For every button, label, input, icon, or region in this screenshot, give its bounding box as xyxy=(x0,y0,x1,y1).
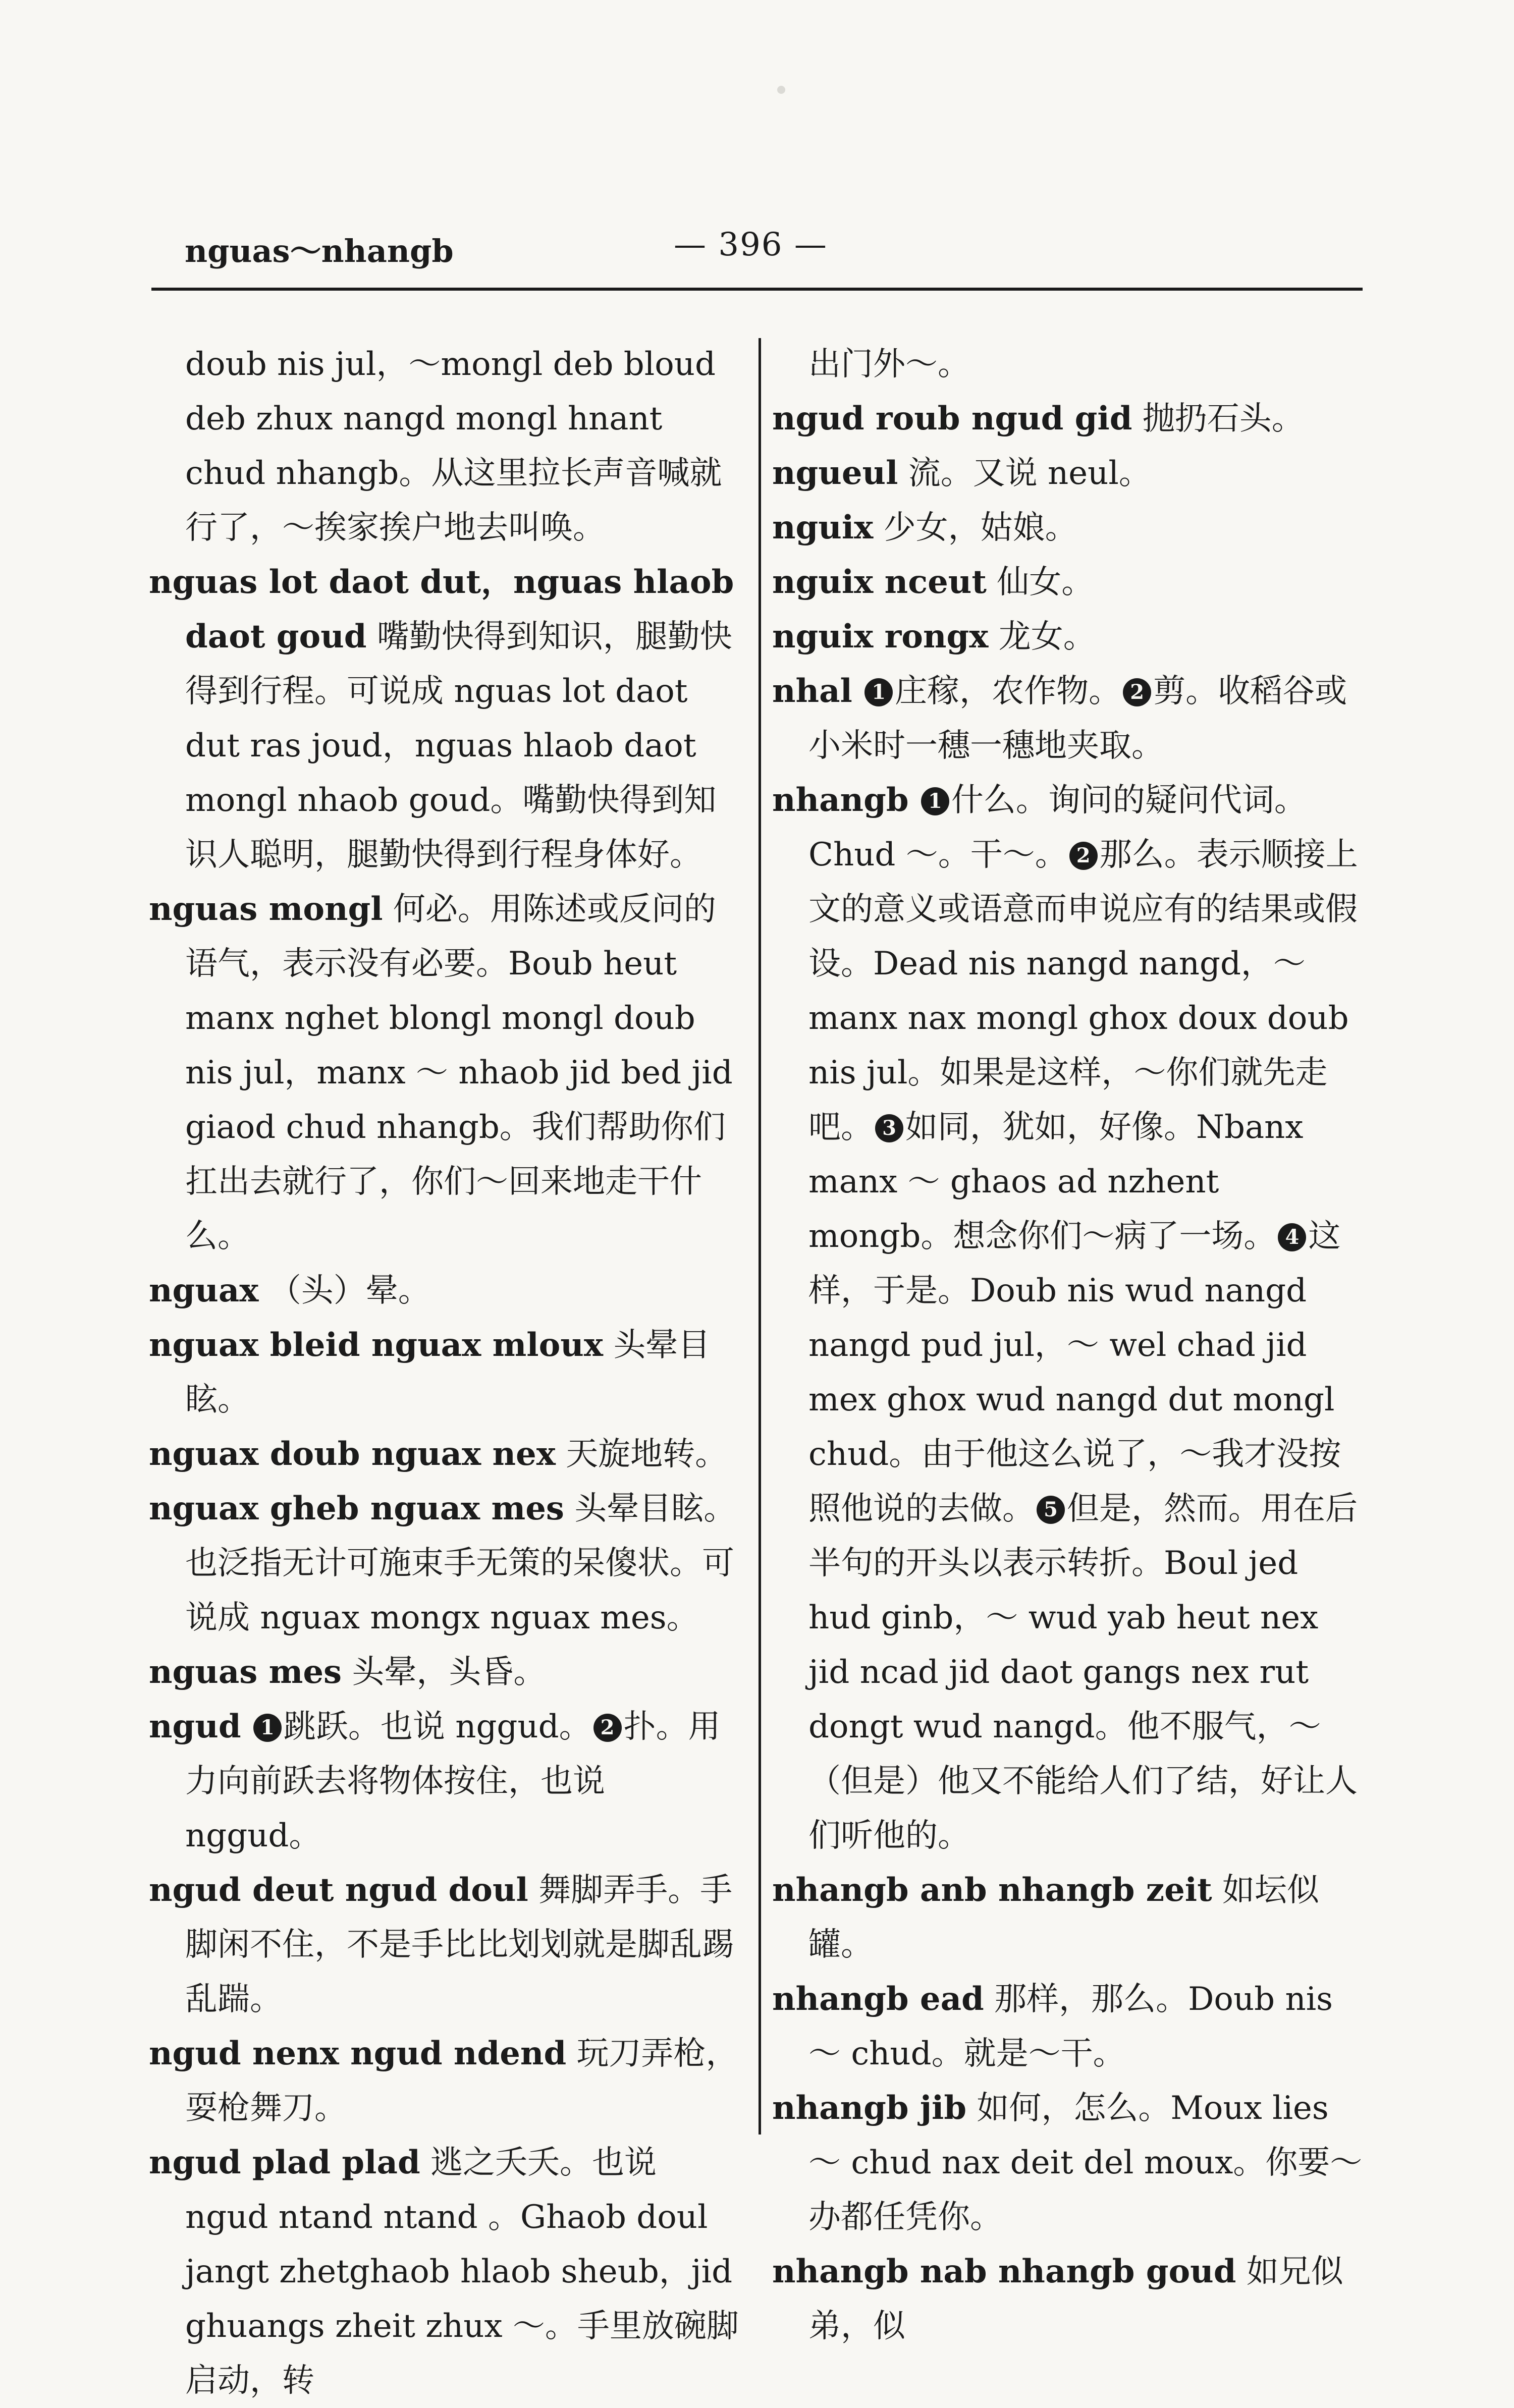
sense-number-icon: 1 xyxy=(253,1714,282,1742)
sense-definition: 跳跃。也说 nggud。 xyxy=(283,1708,591,1745)
entry-definition: 舞脚弄手。手脚闲不住，不是手比比划划就是脚乱踢乱踹。 xyxy=(185,1872,734,2018)
sense-definition: 这样，于是。Doub nis wud nangd nangd pud jul，～ wel chad jid mex ghox wud nangd dut mongl chud。由于他这么说了，～我才没按照他说的去做。 xyxy=(808,1218,1341,1527)
left-column xyxy=(149,337,742,2408)
dictionary-entry xyxy=(149,1863,742,2027)
entry-headword: ngud nenx ngud ndend xyxy=(149,2035,567,2072)
sense-definition: 什么。询问的疑问代词。Chud ～。干～。 xyxy=(808,782,1307,873)
dictionary-entry xyxy=(772,392,1363,446)
sense-definition: 剪。收稻谷或小米时一穗一穗地夹取。 xyxy=(808,673,1347,764)
dictionary-entry xyxy=(772,1863,1363,1972)
sense-number-icon: 4 xyxy=(1278,1223,1306,1251)
entry-definition: 出门外～。 xyxy=(808,346,970,383)
header-rule xyxy=(151,288,1363,291)
dictionary-entry xyxy=(772,2081,1363,2245)
sense-number-icon: 2 xyxy=(593,1714,622,1742)
dictionary-entry xyxy=(149,2027,742,2136)
entry-definition: 天旋地转。 xyxy=(566,1436,728,1473)
dictionary-entry xyxy=(772,446,1363,501)
sense-number-icon: 1 xyxy=(864,678,893,706)
right-column xyxy=(772,337,1363,2354)
entry-definition: 头晕目眩。也泛指无计可施束手无策的呆傻状。可说成 nguax mongx nguax mes。 xyxy=(185,1490,736,1636)
entry-headword: nhal xyxy=(772,672,852,710)
entry-definition: 头晕，头昏。 xyxy=(352,1654,546,1691)
dictionary-entry xyxy=(149,1318,742,1427)
entry-definition: 仙女。 xyxy=(997,564,1094,601)
guide-words: nguas～nhangb xyxy=(185,233,454,269)
dictionary-entry xyxy=(149,1482,742,1645)
dictionary-entry xyxy=(149,1427,742,1482)
entry-definition: 那样，那么。Doub nis ～ chud。就是～干。 xyxy=(808,1981,1333,2072)
entry-headword: nguas mongl xyxy=(149,890,383,928)
sense-definition: 如同，犹如，好像。Nbanx manx ～ ghaos ad nzhent mongb。想念你们～病了一场。 xyxy=(808,1109,1304,1255)
dictionary-entry xyxy=(149,337,742,555)
page-number: — 396 — xyxy=(674,226,828,263)
dictionary-entry xyxy=(149,2136,742,2408)
entry-definition: 如何，怎么。Moux lies ～ chud nax deit del moux。你要～办都任凭你。 xyxy=(808,2090,1363,2236)
entry-definition: 如兄似弟，似 xyxy=(808,2253,1343,2345)
dictionary-entry xyxy=(772,664,1363,773)
entry-headword: nguax xyxy=(149,1272,259,1309)
dictionary-entry xyxy=(149,882,742,1264)
column-divider xyxy=(759,338,761,2135)
dictionary-entry xyxy=(772,1972,1363,2081)
sense-number-icon: 3 xyxy=(875,1114,903,1142)
entry-definition: 流。又说 neul。 xyxy=(908,455,1151,492)
entry-headword: ngud xyxy=(149,1708,241,1745)
entry-definition: 逃之夭夭。也说 ngud ntand ntand 。Ghaob doul jangt zhetghaob hlaob sheub，jid ghuangs zheit zhux ～。手里放碗脚启动，转 xyxy=(185,2144,739,2399)
entry-headword: nhangb nab nhangb goud xyxy=(772,2253,1236,2290)
sense-definition: 庄稼，农作物。 xyxy=(895,673,1121,710)
dictionary-entry xyxy=(772,2245,1363,2354)
sense-number-icon: 5 xyxy=(1037,1496,1065,1524)
entry-definition: 少女，姑娘。 xyxy=(883,509,1077,546)
entry-definition: 抛扔石头。 xyxy=(1142,400,1304,437)
entry-headword: nhangb xyxy=(772,781,909,819)
entry-headword: nguax bleid nguax mloux xyxy=(149,1326,603,1364)
entry-headword: nguax doub nguax nex xyxy=(149,1435,556,1473)
entry-definition: 嘴勤快得到知识，腿勤快得到行程。可说成 nguas lot daot dut ras joud，nguas hlaob daot mongl nhaob goud。嘴勤快得到知识人聪明，腿勤快得到行程身体好。 xyxy=(185,618,732,873)
page-stain xyxy=(777,86,785,94)
sense-definition: 那么。表示顺接上文的意义或语意而申说应有的结果或假设。Dead nis nangd nangd，～manx nax mongl ghox doux doub nis jul。如果是这样，～你们就先走吧。 xyxy=(808,836,1358,1146)
entry-definition: doub nis jul，～mongl deb bloud deb zhux nangd mongl hnant chud nhangb。从这里拉长声音喊就行了，～挨家挨户地去叫唤。 xyxy=(185,346,722,546)
dictionary-entry xyxy=(772,773,1363,1863)
entry-definition: （头）晕。 xyxy=(268,1272,430,1309)
sense-definition: 扑。用力向前跃去将物体按住，也说 nggud。 xyxy=(185,1708,721,1854)
entry-definition: 如坛似罐。 xyxy=(808,1872,1319,1963)
entry-definition: 头晕目眩。 xyxy=(185,1327,711,1418)
entry-headword: nguas mes xyxy=(149,1653,342,1691)
dictionary-entry xyxy=(149,1264,742,1318)
sense-number-icon: 1 xyxy=(921,787,949,815)
dictionary-entry xyxy=(772,610,1363,664)
entry-headword: ngud roub ngud gid xyxy=(772,400,1132,437)
entry-headword: nhangb ead xyxy=(772,1980,984,2018)
entry-headword: ngueul xyxy=(772,454,898,492)
entry-headword: nguix rongx xyxy=(772,618,989,655)
entry-headword: nguas lot daot dut，nguas hlaob daot goud xyxy=(149,563,734,655)
sense-number-icon: 2 xyxy=(1123,678,1151,706)
dictionary-entry xyxy=(772,555,1363,610)
sense-number-icon: 2 xyxy=(1069,842,1098,870)
entry-definition: 龙女。 xyxy=(998,618,1096,655)
entry-headword: nguax gheb nguax mes xyxy=(149,1490,564,1527)
entry-headword: nguix nceut xyxy=(772,563,987,601)
dictionary-entry xyxy=(149,1645,742,1700)
page-header xyxy=(151,226,1363,287)
entry-headword: nhangb jib xyxy=(772,2089,967,2127)
entry-headword: nhangb anb nhangb zeit xyxy=(772,1871,1212,1909)
entry-definition: 何必。用陈述或反问的语气，表示没有必要。Boub heut manx nghet blongl mongl doub nis jul，manx ～ nhaob jid bed jid giaod chud nhangb。我们帮助你们扛出去就行了，你们～回来地走干什么。 xyxy=(185,891,733,1255)
entry-headword: ngud plad plad xyxy=(149,2144,420,2181)
sense-definition: 但是，然而。用在后半句的开头以表示转折。Boul jed hud ginb，～ wud yab heut nex jid ncad jid daot gangs nex rut dongt wud nangd。他不服气，～（但是）他又不能给人们了结，好让人们听他的。 xyxy=(808,1490,1358,1854)
dictionary-entry xyxy=(772,501,1363,555)
entry-headword: nguix xyxy=(772,509,874,546)
entry-headword: ngud deut ngud doul xyxy=(149,1871,528,1909)
dictionary-entry xyxy=(149,1700,742,1863)
entry-definition: 玩刀弄枪，耍枪舞刀。 xyxy=(185,2035,738,2127)
dictionary-entry xyxy=(149,555,742,882)
dictionary-entry xyxy=(772,337,1363,392)
